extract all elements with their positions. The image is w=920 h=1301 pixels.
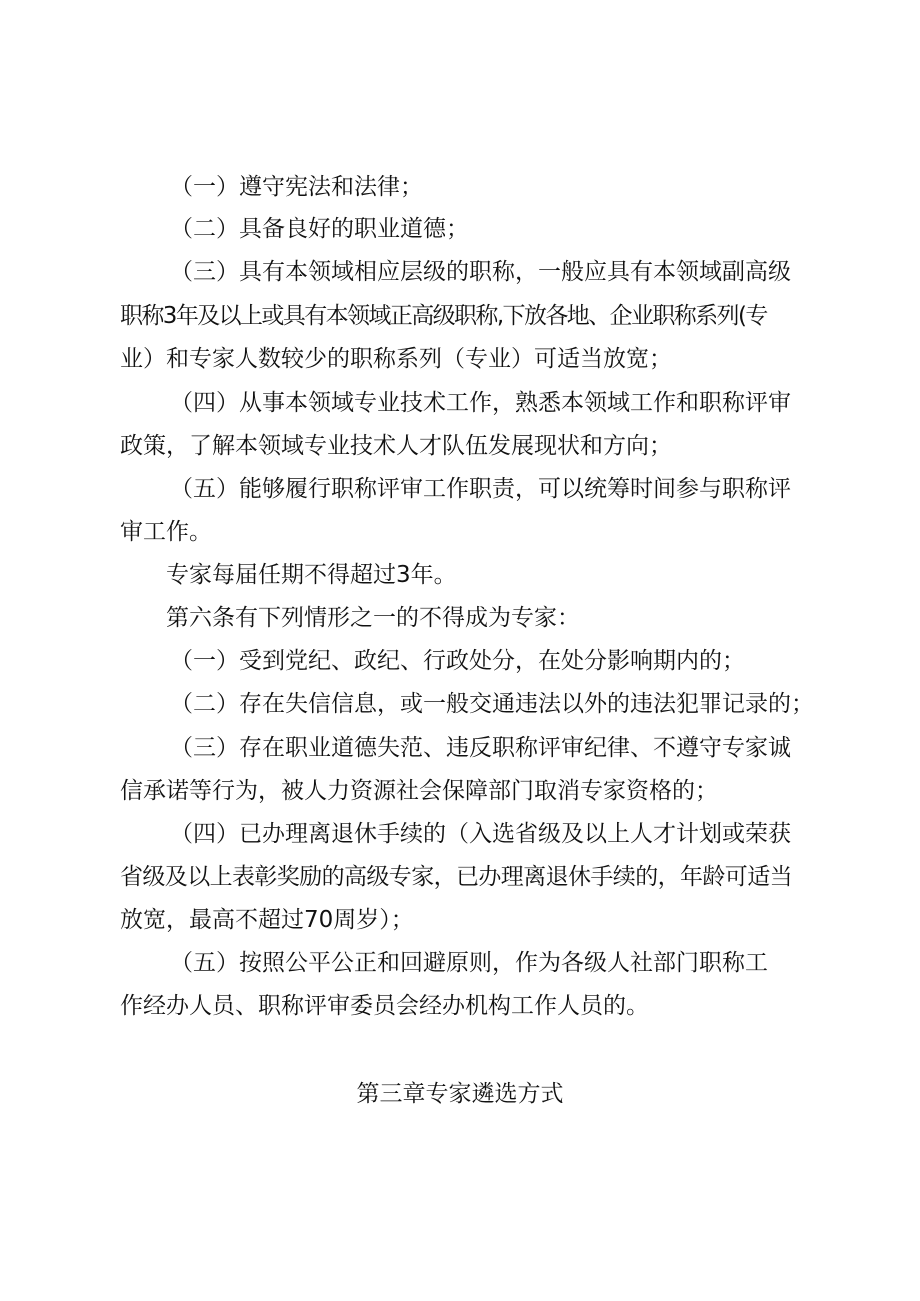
- text-line: （五）能够履行职称评审工作职责，可以统筹时间参与职称评: [170, 476, 791, 502]
- text-line: （二）存在失信信息，或一般交通违法以外的违法犯罪记录的；: [170, 691, 814, 717]
- text-line: 政策，了解本领域专业技术人才队伍发展现状和方向；: [120, 433, 672, 459]
- text-line: （三）存在职业道德失范、违反职称评审纪律、不遵守专家诚: [170, 735, 791, 761]
- text-line: 信承诺等行为，被人力资源社会保障部门取消专家资格的；: [120, 778, 718, 804]
- text-line: 专家每届任期不得超过3年。: [166, 562, 457, 588]
- text-line: （四）已办理离退休手续的（入选省级及以上人才计划或荣获: [170, 821, 791, 847]
- text-line: 省级及以上表彰奖励的高级专家，已办理离退休手续的，年龄可适当: [120, 864, 793, 890]
- text-line: （四）从事本领域专业技术工作，熟悉本领域工作和职称评审: [170, 390, 791, 416]
- text-line: （五）按照公平公正和回避原则，作为各级人社部门职称工: [170, 950, 768, 976]
- chapter-heading: 第三章专家遴选方式: [356, 1081, 564, 1107]
- text-line: 审工作。: [120, 519, 212, 545]
- text-line: 第六条有下列情形之一的不得成为专家：: [166, 605, 580, 631]
- text-line: 职称3年及以上或具有本领域正高级职称,下放各地、企业职称系列(专: [120, 303, 767, 329]
- text-line: 业）和专家人数较少的职称系列（专业）可适当放宽；: [120, 346, 672, 372]
- text-line: （二）具备良好的职业道德；: [170, 216, 469, 242]
- text-line: （一）遵守宪法和法律；: [170, 174, 423, 200]
- text-line: 作经办人员、职称评审委员会经办机构工作人员的。: [120, 993, 649, 1019]
- text-line: （一）受到党纪、政纪、行政处分，在处分影响期内的；: [170, 648, 745, 674]
- text-line: （三）具有本领域相应层级的职称，一般应具有本领域副高级: [170, 259, 791, 285]
- text-line: 放宽，最高不超过70周岁）；: [120, 907, 414, 933]
